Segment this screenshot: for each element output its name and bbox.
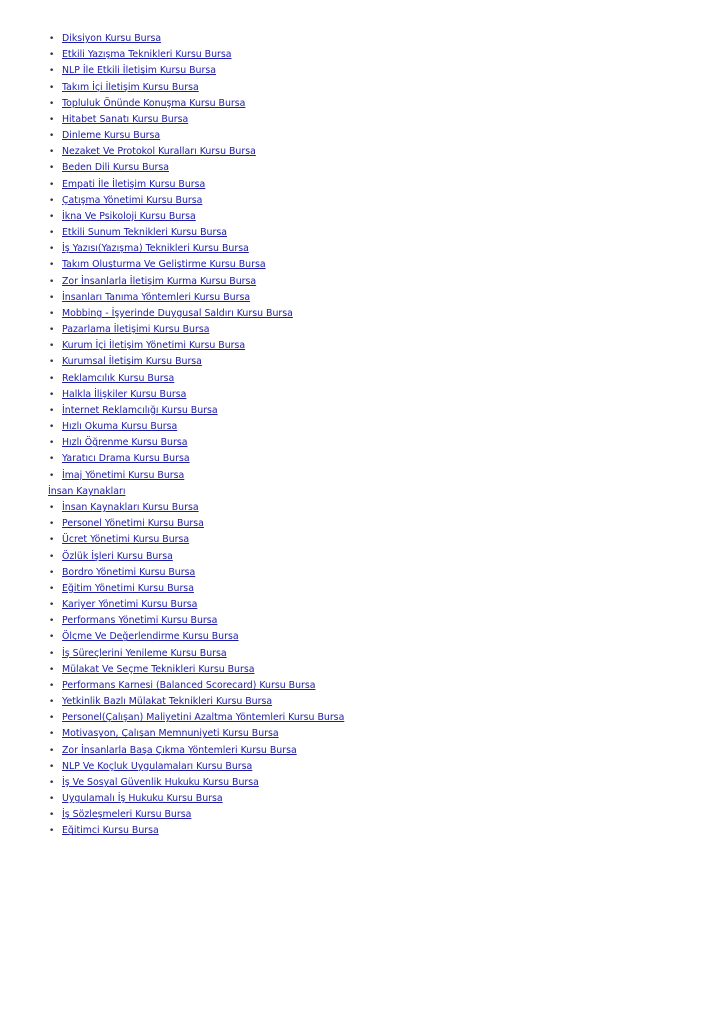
course-link[interactable]: Mobbing - İşyerinde Duygusal Saldırı Kursu Bursa: [62, 307, 293, 319]
course-link[interactable]: Takım Oluşturma Ve Geliştirme Kursu Bursa: [62, 259, 266, 271]
bullet-icon: •: [49, 697, 55, 708]
bullet-icon: •: [49, 826, 55, 837]
bullet-icon: •: [49, 680, 55, 691]
list-item: [48, 160, 708, 176]
list-item: [48, 193, 708, 209]
list-item: [48, 241, 708, 257]
bullet-icon: •: [49, 777, 55, 788]
bullet-icon: •: [49, 648, 55, 659]
course-link[interactable]: Uygulamalı İş Hukuku Kursu Bursa: [62, 793, 223, 805]
course-link[interactable]: Çatışma Yönetimi Kursu Bursa: [62, 194, 203, 206]
course-link[interactable]: Zor İnsanlarla Başa Çıkma Yöntemleri Kursu Bursa: [62, 744, 297, 756]
course-link[interactable]: Beden Dili Kursu Bursa: [62, 162, 169, 174]
list-item: [48, 419, 708, 435]
course-link[interactable]: Kurum İçi İletişim Yönetimi Kursu Bursa: [62, 340, 246, 352]
course-link[interactable]: Performans Yönetimi Kursu Bursa: [62, 615, 218, 627]
list-item: [48, 63, 708, 79]
list-item: [48, 694, 708, 710]
bullet-icon: •: [49, 535, 55, 546]
course-link[interactable]: Etkili Sunum Teknikleri Kursu Bursa: [62, 227, 227, 239]
list-item: [48, 775, 708, 791]
list-item: [48, 726, 708, 742]
list-item: [48, 807, 708, 823]
list-item: [48, 710, 708, 726]
list-item: [48, 597, 708, 613]
course-list-communication: [48, 31, 708, 484]
bullet-icon: •: [49, 341, 55, 352]
course-link[interactable]: Hitabet Sanatı Kursu Bursa: [62, 113, 189, 125]
course-link[interactable]: Ölçme Ve Değerlendirme Kursu Bursa: [62, 631, 239, 643]
list-item: [48, 96, 708, 112]
bullet-icon: •: [49, 131, 55, 142]
course-link[interactable]: İnsanları Tanıma Yöntemleri Kursu Bursa: [62, 291, 251, 303]
bullet-icon: •: [49, 454, 55, 465]
bullet-icon: •: [49, 260, 55, 271]
list-item: [48, 274, 708, 290]
bullet-icon: •: [49, 438, 55, 449]
course-link[interactable]: Nezaket Ve Protokol Kuralları Kursu Bursa: [62, 146, 256, 158]
list-item: [48, 290, 708, 306]
list-item: [48, 387, 708, 403]
bullet-icon: •: [49, 114, 55, 125]
course-link[interactable]: İş Yazısı(Yazışma) Teknikleri Kursu Bursa: [62, 243, 249, 255]
list-item: [48, 144, 708, 160]
course-link[interactable]: İmaj Yönetimi Kursu Bursa: [62, 469, 185, 481]
list-item: [48, 791, 708, 807]
course-link[interactable]: Empati İle İletişim Kursu Bursa: [62, 178, 206, 190]
bullet-icon: •: [49, 810, 55, 821]
course-link[interactable]: Eğitimci Kursu Bursa: [62, 825, 159, 837]
list-item: [48, 257, 708, 273]
list-item: [48, 451, 708, 467]
course-link[interactable]: Hızlı Öğrenme Kursu Bursa: [62, 437, 188, 449]
section-heading-human-resources: [48, 484, 708, 500]
bullet-icon: •: [49, 276, 55, 287]
bullet-icon: •: [49, 357, 55, 368]
bullet-icon: •: [49, 66, 55, 77]
course-link[interactable]: NLP Ve Koçluk Uygulamaları Kursu Bursa: [62, 760, 253, 772]
course-link[interactable]: İkna Ve Psikoloji Kursu Bursa: [62, 210, 196, 222]
bullet-icon: •: [49, 502, 55, 513]
bullet-icon: •: [49, 616, 55, 627]
list-item: [48, 581, 708, 597]
list-item: [48, 80, 708, 96]
course-link[interactable]: İş Ve Sosyal Güvenlik Hukuku Kursu Bursa: [62, 776, 259, 788]
bullet-icon: •: [49, 292, 55, 303]
list-item: [48, 354, 708, 370]
course-link[interactable]: Topluluk Önünde Konuşma Kursu Bursa: [62, 97, 246, 109]
bullet-icon: •: [49, 373, 55, 384]
course-link[interactable]: Mülakat Ve Seçme Teknikleri Kursu Bursa: [62, 663, 255, 675]
bullet-icon: •: [49, 82, 55, 93]
course-link[interactable]: Personel Yönetimi Kursu Bursa: [62, 518, 204, 530]
list-item: [48, 629, 708, 645]
bullet-icon: •: [49, 600, 55, 611]
course-link[interactable]: Yaratıcı Drama Kursu Bursa: [62, 453, 190, 465]
list-item: [48, 209, 708, 225]
course-link[interactable]: İş Sözleşmeleri Kursu Bursa: [62, 809, 192, 821]
bullet-icon: •: [49, 745, 55, 756]
bullet-icon: •: [49, 567, 55, 578]
course-link[interactable]: Ücret Yönetimi Kursu Bursa: [62, 534, 190, 546]
bullet-icon: •: [49, 551, 55, 562]
course-list-human-resources: [48, 500, 708, 840]
course-link[interactable]: Hızlı Okuma Kursu Bursa: [62, 421, 178, 433]
list-item: [48, 403, 708, 419]
course-link[interactable]: Takım İçi İletişim Kursu Bursa: [62, 81, 199, 93]
bullet-icon: •: [49, 308, 55, 319]
course-link[interactable]: Yetkinlik Bazlı Mülakat Teknikleri Kursu Bursa: [62, 696, 273, 708]
bullet-icon: •: [49, 583, 55, 594]
course-link[interactable]: Pazarlama İletişimi Kursu Bursa: [62, 324, 210, 336]
list-item: [48, 112, 708, 128]
course-link[interactable]: Halkla İlişkiler Kursu Bursa: [62, 388, 187, 400]
document-content: [48, 31, 708, 840]
bullet-icon: •: [49, 147, 55, 158]
course-link[interactable]: İş Süreçlerini Yenileme Kursu Bursa: [62, 647, 227, 659]
bullet-icon: •: [49, 470, 55, 481]
bullet-icon: •: [49, 632, 55, 643]
list-item: [48, 371, 708, 387]
list-item: [48, 128, 708, 144]
course-link[interactable]: Dinleme Kursu Bursa: [62, 130, 161, 142]
course-link[interactable]: Eğitim Yönetimi Kursu Bursa: [62, 582, 194, 594]
list-item: [48, 500, 708, 516]
course-link[interactable]: Etkili Yazışma Teknikleri Kursu Bursa: [62, 49, 232, 61]
list-item: [48, 177, 708, 193]
course-link[interactable]: Performans Karnesi (Balanced Scorecard) Kursu Bursa: [62, 679, 316, 691]
list-item: [48, 662, 708, 678]
list-item: [48, 516, 708, 532]
bullet-icon: •: [49, 211, 55, 222]
bullet-icon: •: [49, 163, 55, 174]
section-heading-link[interactable]: İnsan Kaynakları: [48, 485, 126, 497]
list-item: [48, 743, 708, 759]
bullet-icon: •: [49, 729, 55, 740]
bullet-icon: •: [49, 50, 55, 61]
course-link[interactable]: Personel(Çalışan) Maliyetini Azaltma Yöntemleri Kursu Bursa: [62, 712, 345, 724]
course-link[interactable]: İnternet Reklamcılığı Kursu Bursa: [62, 404, 218, 416]
course-link[interactable]: NLP İle Etkili İletişim Kursu Bursa: [62, 65, 216, 77]
list-item: [48, 549, 708, 565]
list-item: [48, 338, 708, 354]
list-item: [48, 613, 708, 629]
list-item: [48, 565, 708, 581]
bullet-icon: •: [49, 794, 55, 805]
course-link[interactable]: Motivasyon, Çalışan Memnuniyeti Kursu Bursa: [62, 728, 279, 740]
list-item: [48, 646, 708, 662]
bullet-icon: •: [49, 761, 55, 772]
bullet-icon: •: [49, 98, 55, 109]
list-item: [48, 225, 708, 241]
bullet-icon: •: [49, 325, 55, 336]
list-item: [48, 823, 708, 839]
list-item: [48, 532, 708, 548]
course-link[interactable]: Bordro Yönetimi Kursu Bursa: [62, 566, 196, 578]
bullet-icon: •: [49, 422, 55, 433]
list-item: [48, 468, 708, 484]
bullet-icon: •: [49, 519, 55, 530]
bullet-icon: •: [49, 405, 55, 416]
bullet-icon: •: [49, 195, 55, 206]
bullet-icon: •: [49, 34, 55, 44]
bullet-icon: •: [49, 664, 55, 675]
bullet-icon: •: [49, 179, 55, 190]
course-link[interactable]: Reklamcılık Kursu Bursa: [62, 372, 175, 384]
list-item: [48, 306, 708, 322]
list-item: [48, 759, 708, 775]
course-link[interactable]: İnsan Kaynakları Kursu Bursa: [62, 501, 199, 513]
list-item: [48, 435, 708, 451]
course-link[interactable]: Özlük İşleri Kursu Bursa: [62, 550, 173, 562]
bullet-icon: •: [49, 244, 55, 255]
course-link[interactable]: Diksiyon Kursu Bursa: [62, 33, 162, 44]
list-item: [48, 31, 708, 47]
list-item: [48, 322, 708, 338]
course-link[interactable]: Kariyer Yönetimi Kursu Bursa: [62, 599, 198, 611]
bullet-icon: •: [49, 228, 55, 239]
list-item: [48, 47, 708, 63]
list-item: [48, 678, 708, 694]
bullet-icon: •: [49, 389, 55, 400]
bullet-icon: •: [49, 713, 55, 724]
course-link[interactable]: Zor İnsanlarla İletişim Kurma Kursu Bursa: [62, 275, 257, 287]
course-link[interactable]: Kurumsal İletişim Kursu Bursa: [62, 356, 202, 368]
